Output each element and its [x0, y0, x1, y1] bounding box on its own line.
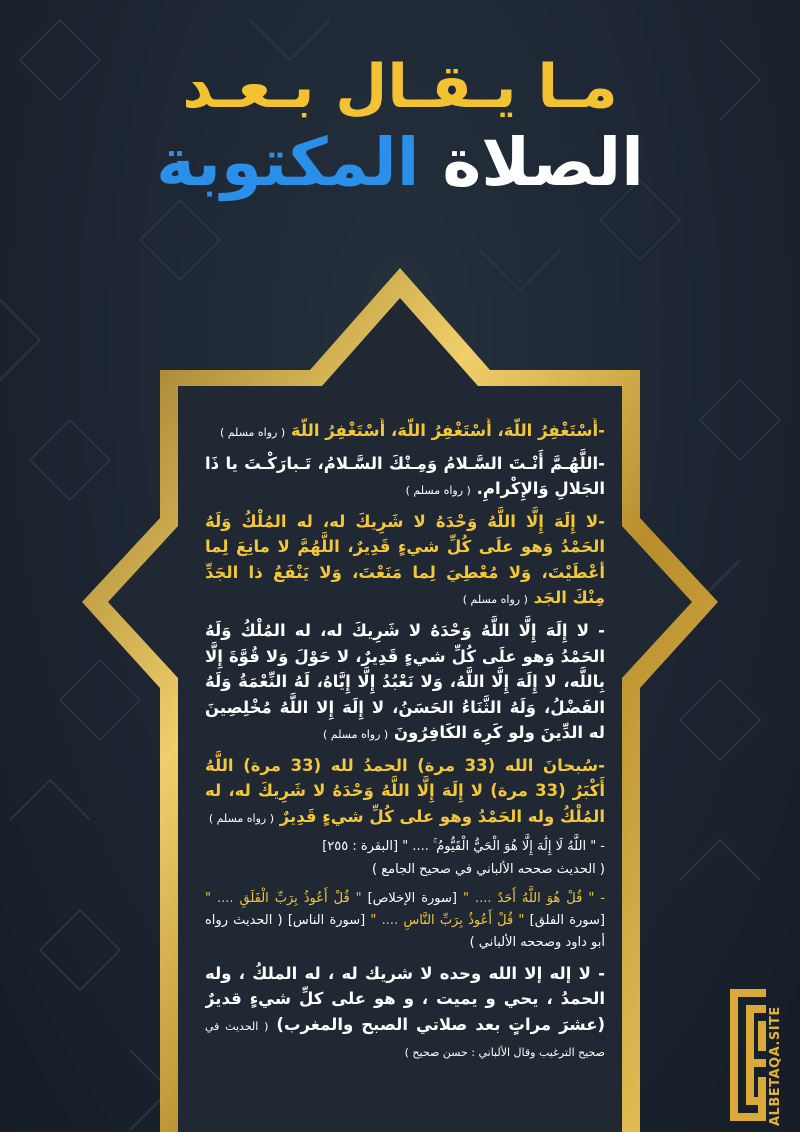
dhikr-tahlil-1 [205, 509, 605, 611]
ayat-kursi-text: - " اللَّهُ لَا إِلَٰهَ إِلَّا هُوَ الْحَيُّ الْقَيُّومُ ۚ .... " [402, 839, 605, 855]
dhikr-reference: ( الحديث في صحيح الترغيب وقال الألباني : حسن صحيح ) [205, 1020, 605, 1059]
dhikr-reference: ( رواه مسلم ) [462, 593, 528, 607]
surah-nas-text: " قُلْ أَعُوذُ بِرَبِّ النَّاسِ .... " [370, 912, 525, 928]
ayat-kursi-note: ( الحديث صححه الألباني في صحيح الجامع ) [372, 861, 605, 877]
title-word-salat: الصلاة [442, 124, 644, 201]
dhikr-reference: ( رواه مسلم ) [208, 811, 275, 825]
dhikr-reference: ( رواه مسلم ) [405, 484, 471, 498]
title-word-maktuba: المكتوبة [156, 124, 420, 201]
surah-falaq-reference: [سورة الفلق] [529, 912, 605, 928]
dhikr-ten-times [205, 961, 605, 1063]
dhikr-istighfar [205, 418, 605, 444]
ayat-kursi-reference: [البقرة : ٢٥٥] [322, 839, 399, 855]
muawwidhat [205, 888, 605, 954]
dhikr-salam [205, 451, 605, 502]
dhikr-tahlil-2 [205, 618, 605, 746]
dhikr-text: - لا إِلَهَ إِلَّا اللَّهُ وَحْدَهُ لا شَرِيكَ له، له المُلْكُ وَلَهُ الحَمْدُ وَهو علَى كُلِّ شيءٍ قَدِيرٌ، لا حَوْلَ وَلا قُوَّةَ إِلَّا بِاللَّه، لا إِلَهَ إِلَّا اللَّهُ، وَلا نَعْبُدُ إِلَّا إِيَّاهُ، لَهُ النِّعْمَةُ وَلَهُ الفَضْلُ، وَلَهُ الثَّنَاءُ الحَسَنُ، لا إِلَهَ إِلا اللَّهُ مُخْلِصِينَ له الدِّينَ ولو كَرِهَ الكَافِرُونَ [205, 620, 605, 743]
surah-falaq-text: " قُلْ أَعُوذُ بِرَبِّ الْفَلَقِ .... " [205, 890, 362, 906]
surah-nas-reference: [سورة الناس] [287, 912, 366, 928]
dhikr-tasbih [205, 753, 605, 830]
dhikr-reference: ( رواه مسلم ) [219, 426, 286, 439]
ayat-kursi [205, 836, 605, 880]
dhikr-text: - لا إله إلا الله وحده لا شريك له ، له الملكُ ، وله الحمدُ ، يحي و يميت ، و هو على كلِّ شيءٍ قديرٌ (عشرَ مراتٍ بعد صلاتي الصبح والمغرب) [205, 963, 605, 1035]
muawwidhat-note: ( الحديث رواه أبو داود وصححه الألباني ) [205, 912, 605, 950]
dhikr-text: -اللَّهُـمَّ أَنْـتَ السَّـلامُ وَمِـنْكَ السَّـلامُ، تَـبارَكْـتَ يا ذَا الجَلالِ وَالإِكْرامِ. [205, 453, 605, 499]
adhkar-content [205, 418, 605, 1123]
surah-ikhlas-text: - " قُلْ هُوَ اللَّهُ أَحَدٌ .... " [462, 890, 605, 906]
dhikr-text: -أَسْتَغْفِرُ اللَّهَ، أَسْتَغْفِرُ اللَّهَ، أَسْتَغْفِرُ اللَّهَ [290, 421, 605, 440]
title-line-1: مـا يـقـال بـعـد [182, 52, 618, 122]
dhikr-text: -سُبحانَ الله (33 مرة) الحمدُ لله (33 مرة) اللَّهُ أَكْبَرُ (33 مرة) لا إِلَهَ إِلَّا اللَّهُ وَحْدَهُ لا شَرِيكَ له، له المُلْكُ وله الحَمْدُ وهو على كُلِّ شيءٍ قَدِيرٌ [205, 755, 605, 826]
dhikr-text: -لا إِلَهَ إِلَّا اللَّهُ وَحْدَهُ لا شَرِيكَ له، له المُلْكُ وَلَهُ الحَمْدُ وَهو علَى كُلِّ شيءٍ قَدِيرٌ، اللَّهُمَّ لا مانِعَ لِما أعْطَيْتَ، وَلا مُعْطِيَ لِما مَنَعْتَ، وَلا يَنْفَعُ ذا الجَدِّ مِنْكَ الجَد [205, 511, 605, 608]
dhikr-reference: ( رواه مسلم ) [323, 728, 389, 742]
kufic-logo [726, 985, 796, 1125]
surah-ikhlas-reference: [سورة الإخلاص] [367, 890, 457, 906]
brand-site-label: ALBETAQA.SITE [768, 1006, 783, 1126]
